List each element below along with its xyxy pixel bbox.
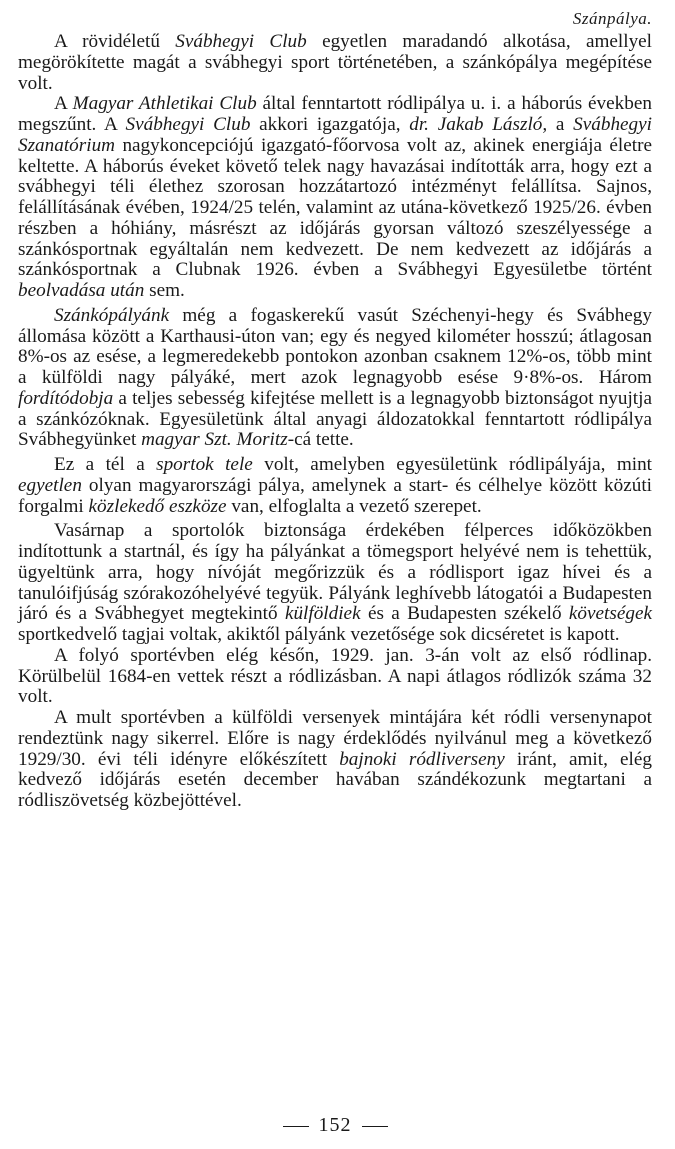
italic-run: fordítódobja xyxy=(18,387,114,409)
italic-run: bajnoki ródliverseny xyxy=(339,748,505,770)
text-run: A folyó sportévben elég későn, 1929. jan. 3-án volt az első ródlinap. Körülbelül 1684-en vettek részt a ródlizásban. A napi átlagos ródlizók száma 32 volt. xyxy=(18,644,652,708)
book-page xyxy=(18,6,652,1142)
italic-run: sportok tele xyxy=(156,454,253,475)
text-run: volt, amelyben egyesületünk ródlipályája, mint xyxy=(252,454,652,475)
text-run: A xyxy=(54,93,73,115)
folio-dash-left xyxy=(283,1126,309,1127)
text-run: által fenntartott ródlipálya u. i. a háborús években megszűnt. A xyxy=(18,93,652,135)
paragraph xyxy=(18,32,652,94)
paragraph xyxy=(18,708,652,812)
paragraph xyxy=(18,521,652,646)
italic-run: egyetlen xyxy=(18,474,82,496)
text-run: a xyxy=(547,114,574,135)
running-head: Szánpálya. xyxy=(572,9,652,28)
italic-run: Svábhegyi Club xyxy=(175,31,307,52)
text-run: A rövidéletű xyxy=(54,31,176,52)
text-run: iránt, amit, elég kedvező időjárás esetén december havában szándékozunk megtartani a ródliszövetség közbejöttével. xyxy=(18,748,652,811)
italic-run: beolvadása után xyxy=(18,280,145,301)
text-run: van, elfoglalta a vezető szerepet. xyxy=(226,495,482,517)
body-text xyxy=(18,32,652,812)
text-run: -cá tette. xyxy=(287,429,354,451)
italic-run: közlekedő eszköze xyxy=(88,495,227,517)
italic-run: követségek xyxy=(568,603,652,625)
text-run: még a fogaskerekű vasút Széchenyi-hegy és Svábhegy állomása között a Karthausi-úton van; egy és negyed kilométer hosszú; átlagosan 8%-os az esése, a legmeredekebb pontokon azonban csaknem 12%-os, több mint a külföldi nagy pályáké, mert azok legnagyobb esése 9·8%-os. Három xyxy=(18,304,652,388)
text-run: nagykoncepciójú igazgató-főorvosa volt az, akinek energiája életre keltette. A háborús éveket követő telek nagy havazásai indították arra, hogy ezt a svábhegyi téli élethez szorosan hozzátartozó intézményt felállítsa. Sajnos, felállításának évében, 1924/25 telén, valamint az utána-következő 1925/26. évben részben a hóhiány, másrészt az időjárás gyorsan változó szeszélyessége a szánkósportnak egyáltalán nem kedvezett. De nem kedvezett az időjárás a szánkósportnak a Clubnak 1926. évben a Svábhegyi Egyesületbe történt xyxy=(18,134,652,281)
paragraph xyxy=(18,306,652,451)
paragraph xyxy=(18,646,652,708)
text-run: és a Budapesten székelő xyxy=(360,603,569,625)
paragraph xyxy=(18,94,652,302)
page-number xyxy=(18,1114,652,1137)
text-run: Vasárnap a sportolók biztonsága érdekében félperces időközökben indítottunk a startnál, és így ha pályánkat a tömegsport helyévé nem is tehettük, ügyeltünk arra, hogy nívóját megőrizzük és a ródlisport igaz hívei és a tanulóifjúság szórakozóhelyévé tegyük. Pályánk leghívebb látogatói a Budapesten járó és a Svábhegyet megtekintő xyxy=(18,520,652,625)
italic-run: Magyar Athletikai Club xyxy=(72,93,257,115)
text-run: olyan magyarországi pálya, amelynek a start- és célhelye között közúti forgalmi xyxy=(18,474,652,517)
italic-run: külföldiek xyxy=(284,603,361,625)
italic-run: Svábhegyi Club xyxy=(125,114,251,135)
folio-number: 152 xyxy=(318,1114,352,1136)
text-run: akkori igazgatója, xyxy=(250,114,410,135)
text-run: sportkedvelő tagjai voltak, akiktől pályánk vezetősége sok dicséretet is kapott. xyxy=(18,624,620,645)
text-run: egyetlen maradandó alkotása, amellyel megörökítette magát a svábhegyi sport történetében, a szánkópálya megépítése volt. xyxy=(18,31,653,94)
text-run: A mult sportévben a külföldi versenyek mintájára két ródli versenynapot rendeztünk nagy sikerrel. Előre is nagy érdeklődés nyilvánul meg a következő 1929/30. évi téli idényre előkészített xyxy=(18,707,652,770)
folio-dash-right xyxy=(362,1126,388,1127)
paragraph xyxy=(18,455,652,517)
text-run: a teljes sebesség kifejtése mellett is a legnagyobb biztonságot nyujtja a szánkózóknak. Egyesületünk által anyagi áldozatokkal fenntartott ródlipálya Svábhegyünket xyxy=(18,387,652,451)
italic-run: dr. Jakab László, xyxy=(409,114,548,135)
text-run: sem. xyxy=(144,280,185,301)
italic-run: Szánkópályánk xyxy=(54,304,170,326)
text-run: Ez a tél a xyxy=(54,454,157,475)
italic-run: magyar Szt. Moritz xyxy=(141,429,288,451)
italic-run: Svábhegyi Szanatórium xyxy=(18,114,652,156)
